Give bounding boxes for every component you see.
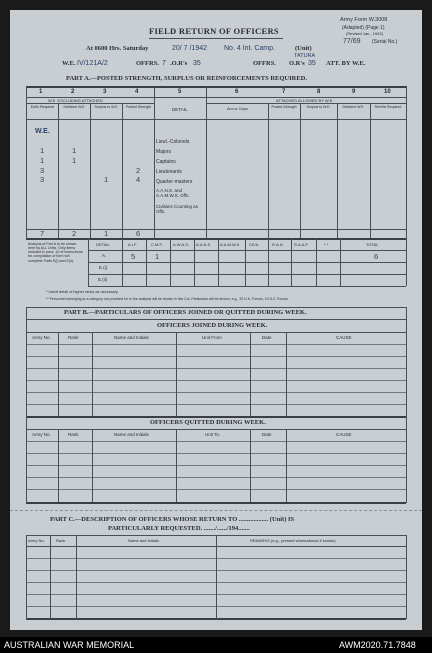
- col-number: 5: [178, 89, 182, 95]
- part-c-header: Rank: [56, 538, 66, 543]
- adapted-label: (Adapted) (Page 1): [342, 25, 385, 31]
- rank-label: A.A.N.S. and A.A.M.W.S. Offs.: [156, 188, 190, 198]
- col-number: 8: [317, 89, 321, 95]
- joined-header: CAUSE: [336, 335, 352, 340]
- att-label: ATT. BY W.E.: [326, 60, 366, 67]
- unit-label: (Unit): [295, 45, 312, 52]
- footer-right-text: AWM2020.71.7848: [339, 640, 416, 650]
- we-label: W.E.: [62, 60, 76, 67]
- unit-value: No. 4 Int. Camp.: [224, 45, 275, 52]
- col1-value: 3: [40, 166, 45, 175]
- analysis-a-value: 5: [131, 252, 136, 261]
- revised-label: (Revised Jan., 1943): [346, 31, 383, 36]
- part-c-header: REMARKS (e.g., present whereabouts if known).: [250, 538, 337, 543]
- archive-footer: [0, 637, 432, 653]
- col-header-posted-att: Posted Strength: [271, 105, 297, 109]
- footnote: * Insert detail of higher ranks as necessary.: [46, 290, 119, 294]
- joined-header: Army No.: [32, 335, 51, 340]
- total-value: 7: [40, 229, 45, 238]
- part-c-header: Name and Initials: [128, 538, 159, 543]
- col-header-posted: Posted Strength: [125, 105, 152, 109]
- analysis-a-total: 6: [374, 252, 379, 261]
- rank-label: Lieutenants: [156, 169, 182, 175]
- quitted-header: CAUSE: [336, 432, 352, 437]
- offrs-label: OFFRS.: [136, 60, 159, 67]
- col-number: 10: [384, 89, 391, 95]
- analysis-header: C.M.F.: [151, 242, 163, 247]
- joined-header: Name and Initials: [114, 335, 149, 340]
- col-header-reinf: Reinf'ts Required: [374, 105, 402, 109]
- joined-header: Rank: [68, 335, 79, 340]
- analysis-header: R.A.A.F.: [294, 242, 309, 247]
- analysis-header: * *: [324, 242, 329, 247]
- col-header-deficient-att: Deficient W.E.: [342, 105, 365, 109]
- part-a-title: PART A.—POSTED STRENGTH, SURPLUS OR REINFORCEMENTS REQUIRED.: [66, 75, 307, 82]
- analysis-header: A.W.A.S.: [173, 242, 190, 247]
- analysis-note: Analysis of Part A to be shown here by ALL Units. Only items included in para. 10 of instructions for compilation of form will complete Parts E(i) and E(ii).: [28, 242, 83, 263]
- perforation-line: [10, 510, 422, 511]
- footnote: ** Personnel belonging to a category not provided for in the analysis will be shown in this Col. Particulars will be shown, e.g., 20 U.K. Forces, 10 N.Z. Forces.: [46, 297, 289, 301]
- col-header-estls: Est'ls Required: [30, 105, 55, 109]
- we-value: IV/121A/2: [77, 60, 108, 67]
- quitted-header: Name and Initials: [114, 432, 149, 437]
- quitted-header: Date: [262, 432, 272, 437]
- col1-value: 3: [40, 175, 45, 184]
- col-number: 3: [103, 89, 107, 95]
- col-header-surplus-att: Surplus to W.E.: [306, 105, 331, 109]
- serial-value: 77/69: [343, 38, 361, 45]
- part-c-line1: PART C.—DESCRIPTION OF OFFICERS WHOSE RETURN TO .................. (Unit) IS: [50, 516, 295, 523]
- col-number: 4: [135, 89, 139, 95]
- analysis-row-label: A.: [102, 253, 107, 258]
- quitted-header: Rank: [68, 432, 79, 437]
- time-prefix: At 0600 Hrs. Saturday: [86, 45, 149, 52]
- serial-label: (Serial No.): [372, 39, 398, 45]
- col-header-surplus: Surplus to W.E.: [94, 105, 119, 109]
- col-number: 9: [352, 89, 356, 95]
- col-number: 2: [71, 89, 75, 95]
- rank-label: Lieut.-Colonels: [156, 139, 190, 145]
- form-title: FIELD RETURN OF OFFICERS: [149, 26, 279, 36]
- analysis-header: A.A.M.W.S.: [220, 242, 241, 247]
- detail-header: DETAIL: [172, 107, 188, 112]
- analysis-row-label: E.(ii): [98, 277, 108, 282]
- ors-label: .O.R's: [170, 60, 188, 67]
- part-b-title: PART B.—PARTICULARS OF OFFICERS JOINED OR QUITTED DURING WEEK.: [64, 309, 307, 316]
- analysis-row-label: E.(i): [99, 265, 108, 270]
- analysis-header: R.A.N.: [272, 242, 284, 247]
- col2-value: 1: [72, 146, 77, 155]
- col4-value: 4: [136, 175, 141, 184]
- col4-value: 2: [136, 166, 141, 175]
- analysis-header: A.I.F.: [128, 242, 138, 247]
- col1-value: 1: [40, 146, 45, 155]
- rank-label: Majors: [156, 149, 172, 155]
- col2-value: 1: [72, 156, 77, 165]
- col1-value: 1: [40, 156, 45, 165]
- col-header-deficient: Deficient W.E.: [63, 105, 86, 109]
- army-form-label: Army Form W.3008: [340, 17, 388, 23]
- total-value: 2: [72, 229, 77, 238]
- document-sheet: [10, 10, 422, 630]
- ors-value: 35: [193, 60, 201, 67]
- rank-label: Captains: [156, 159, 176, 165]
- ors2-label: O.R's: [289, 60, 305, 67]
- date-value: 20/ 7 /1942: [172, 45, 208, 52]
- part-c-header: Army No.: [28, 538, 45, 543]
- analysis-a-value: 1: [155, 252, 160, 261]
- attached-allowed-header: ATTACHED ALLOWED BY W.E.: [276, 98, 334, 103]
- total-value: 1: [104, 229, 109, 238]
- rank-label: Quarter-masters: [156, 179, 193, 185]
- quitted-title: OFFICERS QUITTED DURING WEEK.: [150, 419, 266, 426]
- quitted-header: Army No.: [32, 432, 51, 437]
- joined-header: Date: [262, 335, 272, 340]
- analysis-header: DETAIL: [96, 242, 110, 247]
- we-handwritten: W.E.: [35, 128, 50, 135]
- joined-title: OFFICERS JOINED DURING WEEK.: [157, 322, 268, 329]
- col-header-arm: Arm or Corps: [227, 107, 248, 111]
- analysis-header: A.A.N.S.: [196, 242, 212, 247]
- col3-value: 1: [104, 175, 109, 184]
- ors2-value: 35: [308, 60, 316, 67]
- rank-label: Civilians Counting as Offs.: [156, 204, 199, 214]
- col-number: 7: [282, 89, 286, 95]
- we-excluding-header: W.E. EXCLUDING ATTACHED: [48, 98, 103, 103]
- quitted-header: Unit To.: [205, 432, 221, 437]
- footer-left-text: AUSTRALIAN WAR MEMORIAL: [4, 640, 135, 650]
- col-number: 6: [235, 89, 239, 95]
- offrs-value: 7: [162, 60, 166, 67]
- part-c-line2: PARTICULARLY REQUESTED. ......./....../194.......: [108, 525, 250, 532]
- total-value: 6: [136, 229, 141, 238]
- col-number: 1: [39, 89, 43, 95]
- offrs2-label: OFFRS.: [253, 60, 276, 67]
- place-value: TATURA: [294, 53, 316, 59]
- analysis-header: TOTAL: [366, 242, 379, 247]
- analysis-header: CIVIL: [249, 242, 260, 247]
- title-underline: [149, 38, 283, 39]
- joined-header: Unit From: [202, 335, 222, 340]
